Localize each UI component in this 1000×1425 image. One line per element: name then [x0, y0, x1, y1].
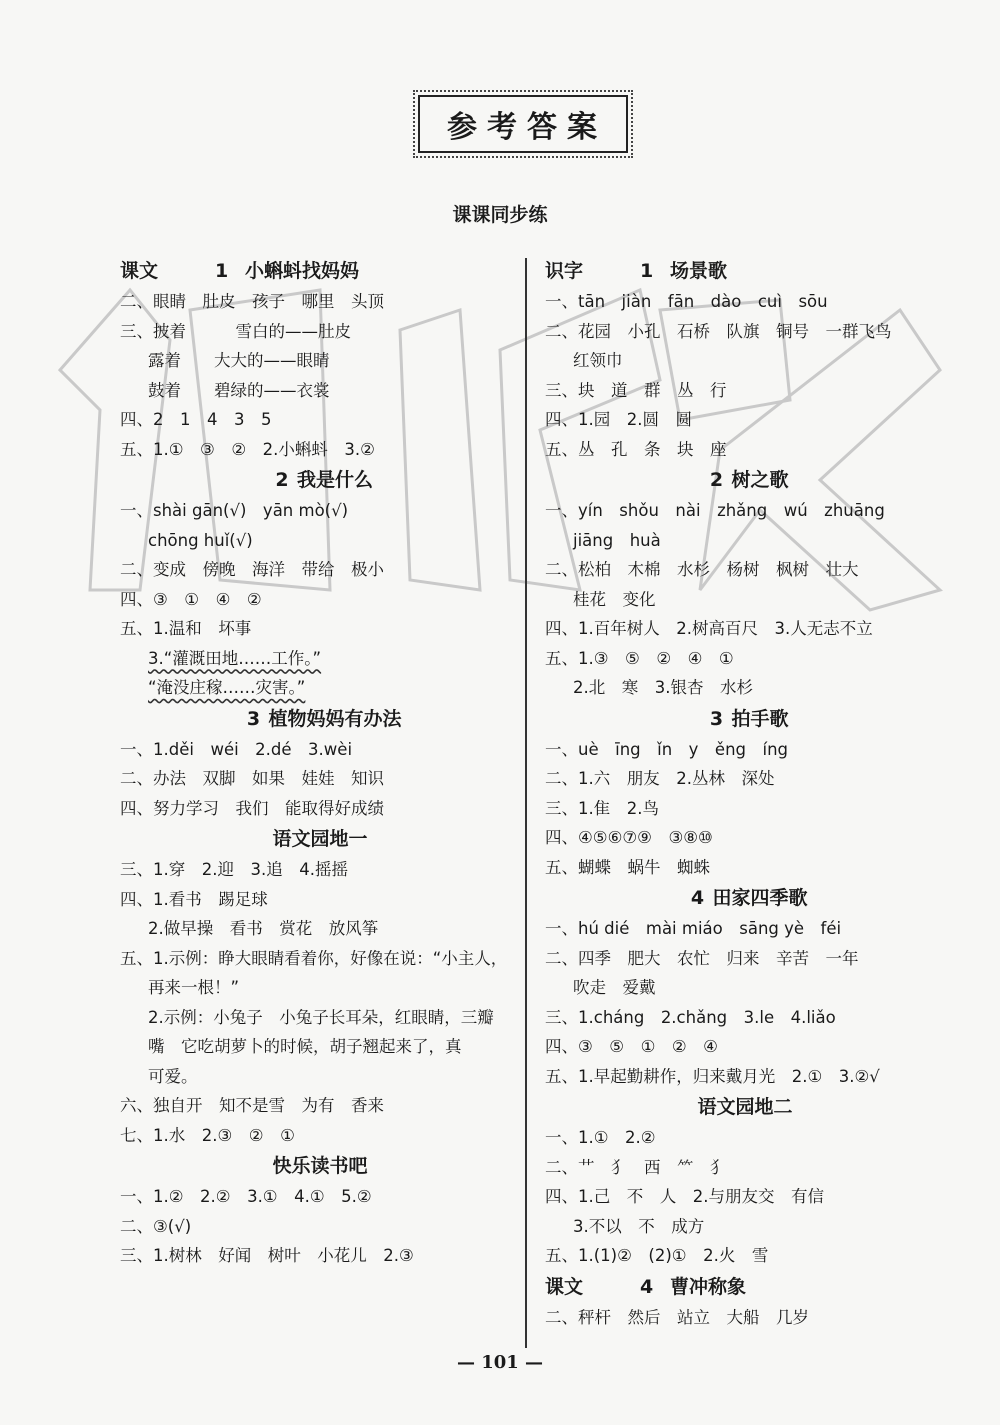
- answer-text: 五、1.(1)② (2)① 2.火 雪: [545, 1246, 769, 1265]
- answer-line: [545, 1032, 945, 1062]
- lesson-title: 快乐读书吧: [272, 1155, 368, 1177]
- answer-line: [120, 973, 520, 1003]
- answer-line: [545, 496, 945, 526]
- lesson-title: 场景歌: [670, 260, 728, 282]
- lesson-category: 识字: [545, 260, 584, 282]
- lesson-number: 2: [275, 469, 289, 491]
- answer-text: 三、1.cháng 2.chǎng 3.le 4.liǎo: [545, 1007, 836, 1027]
- lesson-category: 课文: [120, 260, 159, 282]
- answer-line: [545, 346, 945, 376]
- answer-line: [545, 914, 945, 944]
- answer-text: 一、1.děi wéi 2.dé 3.wèi: [120, 739, 353, 759]
- answer-line: [120, 735, 520, 765]
- section-subtitle: 课课同步练: [452, 204, 548, 226]
- column-divider: [525, 258, 527, 1348]
- answer-line: [545, 1241, 945, 1271]
- answer-text: 鼓着 碧绿的——衣裳: [148, 380, 330, 400]
- answer-text: jiāng huà: [573, 530, 661, 550]
- answer-line: [120, 644, 520, 674]
- answer-line: [120, 764, 520, 794]
- answer-line: [120, 1091, 520, 1121]
- lesson-heading: [120, 464, 520, 496]
- answer-line: [545, 673, 945, 703]
- answer-line: [120, 317, 520, 347]
- lesson-title: 拍手歌: [731, 707, 789, 730]
- answer-text: 一、1.② 2.② 3.① 4.① 5.②: [120, 1187, 372, 1206]
- answer-text: 红领巾: [573, 351, 623, 370]
- answer-text: 一、hú dié mài miáo sāng yè féi: [545, 919, 842, 938]
- answer-line: [545, 614, 945, 644]
- answer-text: 可爱。: [148, 1066, 198, 1086]
- lesson-heading: [545, 1271, 945, 1303]
- answer-text: 二、花园 小孔 石桥 队旗 铜号 一群飞鸟: [545, 321, 892, 341]
- answer-text: 四、1.百年树人 2.树高百尺 3.人无志不立: [545, 619, 873, 638]
- lesson-title: 语文园地一: [272, 828, 368, 850]
- answer-text: 四、努力学习 我们 能取得好成绩: [120, 798, 384, 818]
- answer-line: [545, 287, 945, 317]
- answer-line: [120, 376, 520, 406]
- lesson-title: 语文园地二: [697, 1096, 793, 1118]
- answer-text: 一、1.① 2.②: [545, 1128, 656, 1147]
- answer-text: 二、变成 傍晚 海洋 带给 极小: [120, 560, 384, 579]
- answer-text: 一、tān jiàn fān dào cuì sōu: [545, 292, 828, 311]
- lesson-number: 3: [246, 707, 261, 730]
- answer-line: [545, 555, 945, 585]
- lesson-heading: [545, 1091, 945, 1123]
- lesson-category: 课文: [545, 1275, 584, 1298]
- answer-text: 2.北 寒 3.银杏 水杉: [573, 678, 753, 697]
- lesson-heading: [120, 1150, 520, 1182]
- answer-line: [545, 317, 945, 347]
- lesson-title: 我是什么: [296, 469, 373, 491]
- answer-text: 一、yín shǒu nài zhǎng wú zhuāng: [545, 501, 885, 520]
- answer-text: 露着 大大的——眼睛: [148, 351, 330, 370]
- answer-text: 四、1.园 2.圆 圆: [545, 410, 692, 429]
- answer-line: [545, 1003, 945, 1033]
- answer-line: [120, 673, 520, 703]
- answer-line: [120, 614, 520, 644]
- answer-text: 再来一根！”: [148, 978, 240, 997]
- answer-text: 四、2 1 4 3 5: [120, 410, 272, 429]
- lesson-heading: [120, 703, 520, 735]
- answer-line: [545, 1303, 945, 1333]
- answer-text: 五、1.① ③ ② 2.小蝌蚪 3.②: [120, 439, 375, 459]
- answer-text: 四、③ ① ④ ②: [120, 589, 262, 609]
- answer-line: [545, 1062, 945, 1092]
- answer-line: [545, 735, 945, 765]
- answer-text: 二、办法 双脚 如果 娃娃 知识: [120, 769, 384, 788]
- answer-line: [120, 287, 520, 317]
- answer-text: 2.做早操 看书 赏花 放风筝: [148, 919, 379, 938]
- answer-line: [545, 944, 945, 974]
- lesson-heading: [120, 823, 520, 855]
- answer-text: “淹没庄稼……灾害。”: [148, 678, 306, 697]
- answer-text: 七、1.水 2.③ ② ①: [120, 1125, 295, 1145]
- answer-text: 五、蝴蝶 蜗牛 蜘蛛: [545, 857, 710, 877]
- answer-line: [545, 376, 945, 406]
- answer-text: 五、丛 孔 条 块 座: [545, 439, 727, 459]
- answer-line: [545, 1153, 945, 1183]
- lesson-heading: [120, 255, 520, 287]
- answer-line: [545, 1182, 945, 1212]
- answer-text: 二、松柏 木棉 水杉 杨树 枫树 壮大: [545, 560, 859, 579]
- answer-text: 3.“灌溉田地……工作。”: [148, 648, 322, 668]
- answer-line: [545, 794, 945, 824]
- answer-text: 嘴 它吃胡萝卜的时候，胡子翘起来了，真: [148, 1037, 462, 1056]
- answer-line: [545, 1123, 945, 1153]
- answer-line: [120, 555, 520, 585]
- answer-text: 3.不以 不 成方: [573, 1216, 705, 1236]
- answer-text: 三、块 道 群 丛 行: [545, 380, 727, 400]
- answer-text: 四、④⑤⑥⑦⑨ ③⑧⑩: [545, 828, 713, 847]
- answer-line: [545, 435, 945, 465]
- answer-text: 五、1.早起勤耕作，归来戴月光 2.① 3.②√: [545, 1066, 880, 1086]
- answer-line: [120, 1182, 520, 1212]
- lesson-heading: [545, 882, 945, 914]
- answer-line: [545, 405, 945, 435]
- answer-text: 五、1.③ ⑤ ② ④ ①: [545, 648, 734, 668]
- lesson-title: 田家四季歌: [712, 887, 808, 909]
- answer-line: [120, 346, 520, 376]
- answer-text: 三、披着 雪白的——肚皮: [120, 321, 351, 341]
- answer-line: [120, 1121, 520, 1151]
- lesson-heading: [545, 703, 945, 735]
- answer-text: 三、1.穿 2.迎 3.追 4.摇摇: [120, 860, 348, 879]
- answer-line: [120, 914, 520, 944]
- answer-text: 二、艹 犭 西 ⺮ 犭: [545, 1157, 727, 1177]
- answer-line: [120, 405, 520, 435]
- lesson-title: 树之歌: [731, 469, 789, 491]
- lesson-number: 4: [690, 887, 705, 909]
- answer-line: [120, 794, 520, 824]
- answer-line: [120, 435, 520, 465]
- answer-line: [545, 764, 945, 794]
- answer-text: 一、shài gān(√) yān mò(√): [120, 501, 349, 520]
- lesson-number: 2: [709, 469, 724, 491]
- left-column: [120, 255, 520, 1271]
- answer-text: 二、1.六 朋友 2.丛林 深处: [545, 769, 775, 788]
- answer-text: 二、四季 肥大 农忙 归来 辛苦 一年: [545, 948, 859, 968]
- answer-line: [120, 1212, 520, 1242]
- answer-line: [120, 526, 520, 556]
- lesson-heading: [545, 464, 945, 496]
- answer-line: [120, 1032, 520, 1062]
- answer-line: [120, 944, 520, 974]
- answer-text: 三、1.树林 好闻 树叶 小花儿 2.③: [120, 1246, 414, 1265]
- answer-text: 五、1.示例：睁大眼睛看着你，好像在说：“小主人，: [120, 948, 508, 968]
- page-number: — 101 —: [456, 1352, 544, 1373]
- answer-line: [545, 823, 945, 853]
- answer-line: [120, 1003, 520, 1033]
- answer-text: 2.示例：小兔子 小兔子长耳朵，红眼睛，三瓣: [148, 1007, 494, 1027]
- answer-text: 二、眼睛 肚皮 孩子 哪里 头顶: [120, 292, 384, 311]
- lesson-number: 1: [215, 260, 229, 282]
- answer-line: [545, 1212, 945, 1242]
- answer-text: 一、uè īng ǐn y ěng íng: [545, 739, 789, 759]
- lesson-heading: [545, 255, 945, 287]
- lesson-title: 小蝌蚪找妈妈: [245, 260, 360, 282]
- answer-line: [120, 1062, 520, 1092]
- right-column: [545, 255, 945, 1332]
- answer-line: [545, 585, 945, 615]
- answer-text: 二、③(√): [120, 1216, 192, 1236]
- lesson-number: 1: [640, 260, 654, 282]
- answer-line: [120, 855, 520, 885]
- answer-line: [545, 644, 945, 674]
- answer-line: [545, 853, 945, 883]
- lesson-title: 曹冲称象: [670, 1275, 747, 1298]
- lesson-number: 3: [709, 707, 724, 730]
- answer-text: 四、1.看书 踢足球: [120, 889, 268, 909]
- page-title: 参考答案: [418, 95, 628, 153]
- answer-line: [545, 526, 945, 556]
- answer-line: [120, 1241, 520, 1271]
- answer-text: 桂花 变化: [573, 589, 656, 609]
- answer-text: chōng huǐ(√): [148, 530, 253, 550]
- answer-text: 吹走 爱戴: [573, 978, 656, 997]
- answer-text: 三、1.隹 2.鸟: [545, 798, 659, 818]
- answer-text: 六、独自开 知不是雪 为有 香来: [120, 1096, 384, 1115]
- answer-text: 二、秤杆 然后 站立 大船 几岁: [545, 1307, 809, 1327]
- lesson-title: 植物妈妈有办法: [268, 707, 402, 730]
- answer-line: [545, 973, 945, 1003]
- answer-text: 四、1.己 不 人 2.与朋友交 有信: [545, 1187, 824, 1206]
- answer-line: [120, 585, 520, 615]
- answer-text: 四、③ ⑤ ① ② ④: [545, 1037, 718, 1056]
- answer-line: [120, 496, 520, 526]
- answer-line: [120, 885, 520, 915]
- answer-text: 五、1.温和 坏事: [120, 619, 252, 638]
- lesson-number: 4: [640, 1275, 654, 1298]
